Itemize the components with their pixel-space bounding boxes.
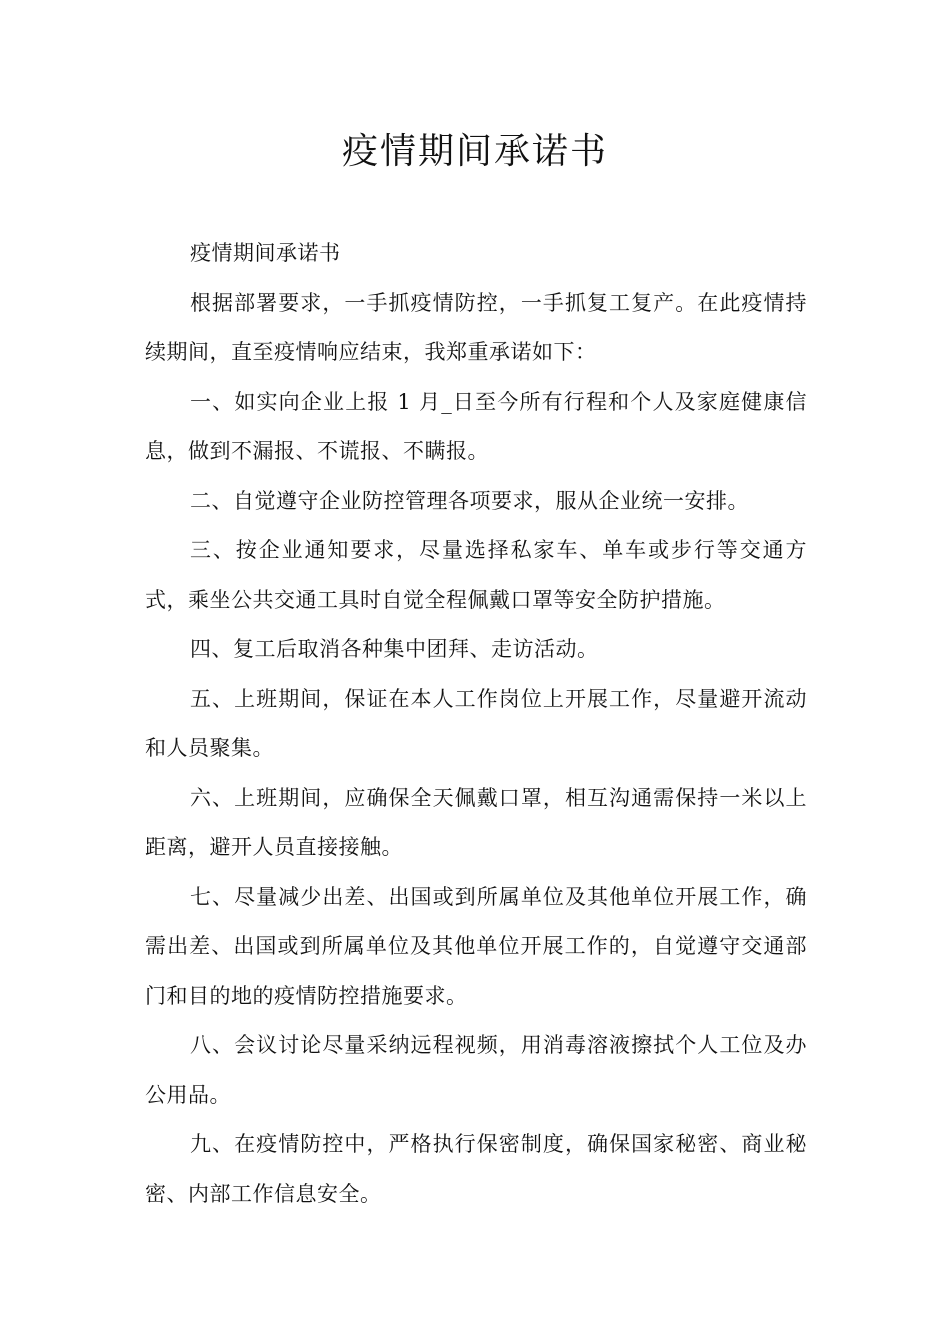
paragraph-item-2: 二、自觉遵守企业防控管理各项要求，服从企业统一安排。 [190,488,749,513]
paragraph-item-9: 九、在疫情防控中，严格执行保密制度，确保国家秘密、商业秘密、内部工作信息安全。 [145,1132,807,1206]
paragraph-item-6: 六、上班期间，应确保全天佩戴口罩，相互沟通需保持一米以上距离，避开人员直接接触。 [145,785,807,859]
paragraph-item-1: 一、如实向企业上报 1 月_日至今所有行程和个人及家庭健康信息，做到不漏报、不谎报、不瞒报。 [145,389,807,463]
paragraph-item-4: 四、复工后取消各种集中团拜、走访活动。 [190,637,599,661]
document-title: 疫情期间承诺书 [341,131,608,172]
paragraph-item-8: 八、会议讨论尽量采纳远程视频，用消毒溶液擦拭个人工位及办公用品。 [145,1033,807,1107]
paragraph-item-5: 五、上班期间，保证在本人工作岗位上开展工作，尽量避开流动和人员聚集。 [145,686,807,760]
paragraph-subtitle: 疫情期间承诺书 [190,241,341,265]
paragraph-item-3: 三、按企业通知要求，尽量选择私家车、单车或步行等交通方式，乘坐公共交通工具时自觉全程佩戴口罩等安全防护措施。 [145,538,807,612]
paragraph-item-7: 七、尽量减少出差、出国或到所属单位及其他单位开展工作，确需出差、出国或到所属单位及其他单位开展工作的，自觉遵守交通部门和目的地的疫情防控措施要求。 [145,884,807,1008]
paragraph-intro: 根据部署要求，一手抓疫情防控，一手抓复工复产。在此疫情持续期间，直至疫情响应结束，我郑重承诺如下： [145,290,807,364]
document-body [145,229,807,1219]
